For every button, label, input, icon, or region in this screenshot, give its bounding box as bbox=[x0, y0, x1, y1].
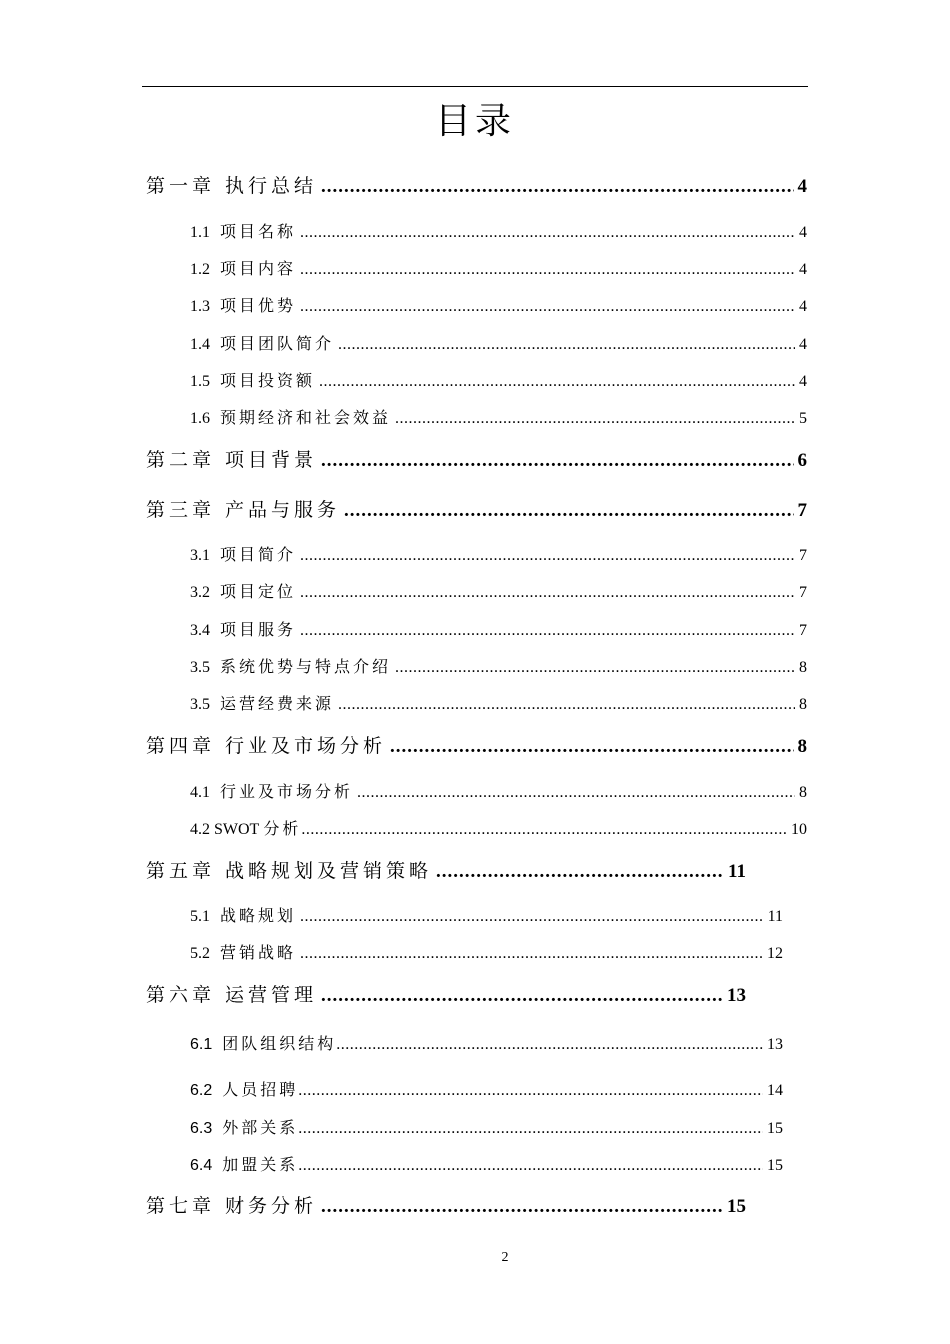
toc-entry-label: 行业及市场分析 bbox=[220, 782, 354, 801]
toc-leader bbox=[300, 223, 795, 243]
toc-chapter-3[interactable] bbox=[146, 498, 807, 523]
toc-entry-number: 6.3 bbox=[190, 1120, 213, 1137]
toc-section-1-1[interactable] bbox=[190, 222, 807, 243]
toc-entry-page: 5 bbox=[799, 410, 807, 427]
toc-chapter-1[interactable] bbox=[146, 174, 807, 199]
toc-leader bbox=[300, 907, 764, 927]
toc-leader bbox=[390, 735, 793, 759]
toc-entry-page: 4 bbox=[799, 373, 807, 390]
toc-leader bbox=[298, 1081, 763, 1101]
toc-entry-label: 第一章 执行总结 bbox=[146, 175, 318, 197]
toc-entry-page: 8 bbox=[799, 696, 807, 713]
toc-leader bbox=[338, 695, 795, 715]
toc-entry-page: 4 bbox=[799, 261, 807, 278]
toc-entry-label: 营销战略 bbox=[220, 943, 297, 962]
toc-entry-label: 项目内容 bbox=[220, 259, 297, 278]
toc-entry-page: 8 bbox=[797, 736, 807, 757]
toc-entry-number: 1.6 bbox=[190, 410, 210, 427]
toc-entry-number: 5.2 bbox=[190, 945, 210, 962]
toc-leader bbox=[298, 1119, 763, 1139]
toc-chapter-2[interactable] bbox=[146, 448, 807, 473]
toc-section-3-2[interactable] bbox=[190, 582, 807, 603]
toc-entry-page: 4 bbox=[799, 298, 807, 315]
toc-leader bbox=[395, 658, 795, 678]
toc-chapter-4[interactable] bbox=[146, 734, 807, 759]
toc-entry-label: 第二章 项目背景 bbox=[146, 449, 318, 471]
toc-entry-label: 人员招聘 bbox=[222, 1080, 299, 1099]
toc-entry-number: 5.1 bbox=[190, 908, 210, 925]
toc-section-1-4[interactable] bbox=[190, 334, 807, 355]
toc-section-6-4[interactable] bbox=[190, 1155, 783, 1176]
toc-entry-label: 项目简介 bbox=[220, 545, 297, 564]
toc-section-6-2[interactable] bbox=[190, 1080, 783, 1101]
toc-leader bbox=[300, 546, 795, 566]
toc-section-1-6[interactable] bbox=[190, 408, 807, 429]
toc-entry-page: 4 bbox=[799, 336, 807, 353]
toc-entry-page: 7 bbox=[799, 547, 807, 564]
toc-entry-page: 7 bbox=[797, 500, 807, 521]
toc-entry-label: 项目团队简介 bbox=[220, 334, 335, 353]
toc-entry-page: 15 bbox=[767, 1157, 783, 1174]
page-number: 2 bbox=[501, 1250, 509, 1265]
toc-entry-page: 7 bbox=[799, 584, 807, 601]
toc-section-4-2[interactable] bbox=[190, 819, 807, 840]
toc-leader bbox=[319, 372, 795, 392]
toc-title: 目录 bbox=[434, 101, 515, 142]
toc-entry-number: 4.2 SWOT bbox=[190, 821, 260, 838]
toc-leader bbox=[300, 583, 795, 603]
toc-entry-page: 8 bbox=[799, 784, 807, 801]
toc-entry-label: 项目名称 bbox=[220, 222, 297, 241]
toc-section-6-3[interactable] bbox=[190, 1118, 783, 1139]
toc-entry-label: 第四章 行业及市场分析 bbox=[146, 735, 387, 757]
toc-entry-page: 10 bbox=[791, 821, 807, 838]
toc-leader bbox=[321, 1195, 723, 1219]
toc-entry-label: 加盟关系 bbox=[222, 1155, 299, 1174]
toc-entry-page: 11 bbox=[767, 908, 783, 925]
toc-section-1-2[interactable] bbox=[190, 259, 807, 280]
toc-entry-number: 3.2 bbox=[190, 584, 210, 601]
toc-leader bbox=[301, 820, 787, 840]
toc-entry-page: 14 bbox=[767, 1082, 783, 1099]
toc-leader bbox=[321, 175, 793, 199]
toc-entry-number: 1.5 bbox=[190, 373, 210, 390]
toc-entry-label: 项目定位 bbox=[220, 582, 297, 601]
toc-entry-label: 外部关系 bbox=[222, 1118, 299, 1137]
toc-entry-number: 3.1 bbox=[190, 547, 210, 564]
toc-entry-page: 13 bbox=[727, 985, 746, 1006]
toc-entry-page: 4 bbox=[797, 176, 807, 197]
toc-entry-label: 项目服务 bbox=[220, 620, 297, 639]
toc-entry-number: 4.1 bbox=[190, 784, 210, 801]
toc-section-3-4[interactable] bbox=[190, 620, 807, 641]
toc-entry-label: 战略规划 bbox=[220, 906, 297, 925]
toc-section-4-1[interactable] bbox=[190, 782, 807, 803]
toc-leader bbox=[321, 449, 793, 473]
toc-section-1-5[interactable] bbox=[190, 371, 807, 392]
toc-leader bbox=[395, 409, 795, 429]
toc-entry-label: 团队组织结构 bbox=[222, 1034, 337, 1053]
toc-section-6-1[interactable] bbox=[190, 1034, 783, 1055]
toc-leader bbox=[300, 260, 795, 280]
toc-entry-number: 6.2 bbox=[190, 1082, 213, 1099]
toc-leader bbox=[300, 621, 795, 641]
toc-entry-page: 11 bbox=[728, 861, 746, 882]
toc-entry-number: 1.2 bbox=[190, 261, 210, 278]
toc-leader bbox=[436, 860, 724, 884]
toc-entry-page: 7 bbox=[799, 622, 807, 639]
toc-leader bbox=[300, 297, 795, 317]
toc-section-5-1[interactable] bbox=[190, 906, 783, 927]
toc-leader bbox=[336, 1035, 763, 1055]
toc-section-3-1[interactable] bbox=[190, 545, 807, 566]
toc-chapter-6[interactable] bbox=[146, 983, 746, 1008]
toc-entry-label: 预期经济和社会效益 bbox=[220, 408, 392, 427]
toc-chapter-7[interactable] bbox=[146, 1194, 746, 1219]
toc-leader bbox=[338, 335, 795, 355]
toc-entry-number: 1.1 bbox=[190, 224, 210, 241]
toc-entry-label: 第三章 产品与服务 bbox=[146, 499, 341, 521]
toc-entry-label: 系统优势与特点介绍 bbox=[220, 657, 392, 676]
toc-entry-label: 分析 bbox=[263, 819, 302, 838]
toc-entry-number: 1.3 bbox=[190, 298, 210, 315]
toc-entry-number: 1.4 bbox=[190, 336, 210, 353]
toc-section-5-2[interactable] bbox=[190, 943, 783, 964]
toc-leader bbox=[321, 984, 723, 1008]
toc-entry-label: 项目优势 bbox=[220, 296, 297, 315]
toc-leader bbox=[357, 783, 795, 803]
toc-entry-page: 8 bbox=[799, 659, 807, 676]
toc-section-3-5b[interactable] bbox=[190, 694, 807, 715]
toc-entry-label: 项目投资额 bbox=[220, 371, 316, 390]
toc-entry-number: 6.1 bbox=[190, 1036, 213, 1053]
toc-entry-number: 3.4 bbox=[190, 622, 210, 639]
toc-entry-label: 第五章 战略规划及营销策略 bbox=[146, 860, 433, 882]
toc-leader bbox=[344, 499, 793, 523]
toc-entry-label: 第七章 财务分析 bbox=[146, 1195, 318, 1217]
toc-entry-page: 4 bbox=[799, 224, 807, 241]
toc-leader bbox=[300, 944, 763, 964]
toc-entry-page: 15 bbox=[727, 1196, 746, 1217]
toc-entry-page: 12 bbox=[767, 945, 783, 962]
toc-chapter-5[interactable] bbox=[146, 859, 746, 884]
toc-entry-page: 13 bbox=[767, 1036, 783, 1053]
toc-entry-number: 3.5 bbox=[190, 696, 210, 713]
toc-entry-label: 第六章 运营管理 bbox=[146, 984, 318, 1006]
toc-entry-number: 3.5 bbox=[190, 659, 210, 676]
toc-entry-number: 6.4 bbox=[190, 1157, 213, 1174]
toc-leader bbox=[298, 1156, 763, 1176]
toc-entry-page: 15 bbox=[767, 1120, 783, 1137]
toc-entry-label: 运营经费来源 bbox=[220, 694, 335, 713]
toc-entry-page: 6 bbox=[797, 450, 807, 471]
toc-section-1-3[interactable] bbox=[190, 296, 807, 317]
toc-section-3-5a[interactable] bbox=[190, 657, 807, 678]
